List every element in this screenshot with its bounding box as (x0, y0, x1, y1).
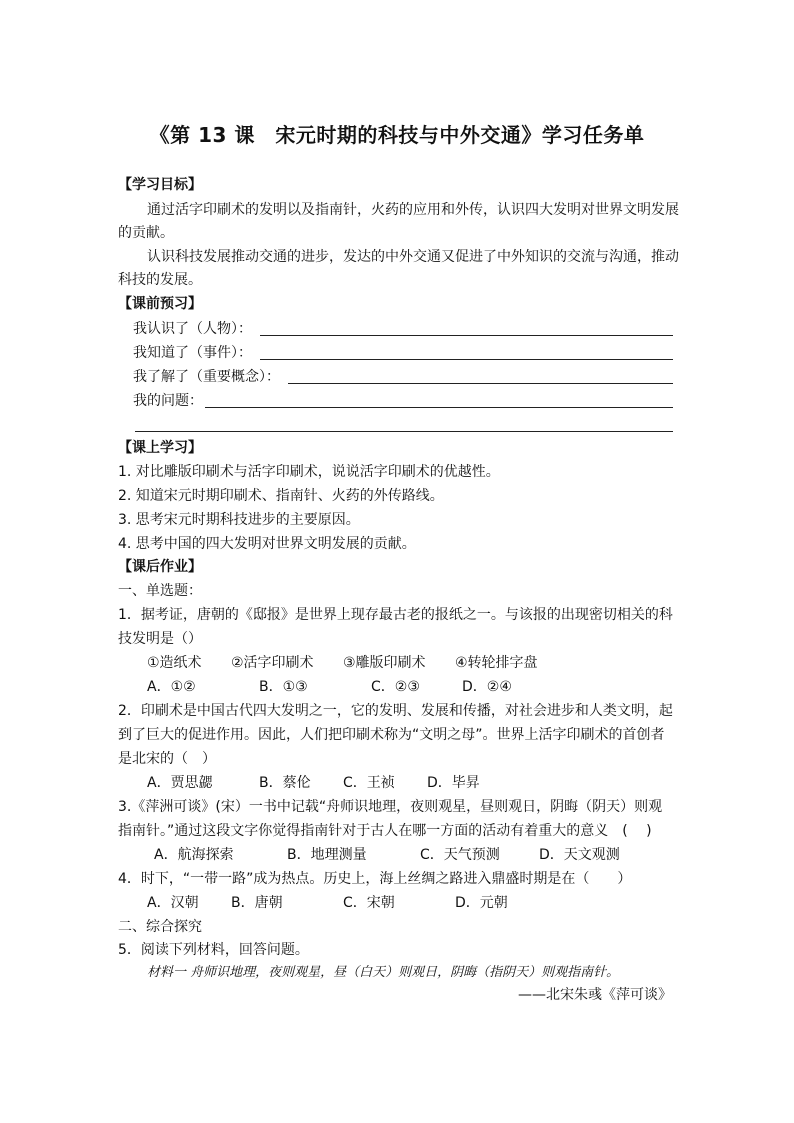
goal-paragraph-2-line-1: 认识科技发展推动交通的进步，发达的中外交通又促进了中外知识的交流与沟通，推动 (147, 249, 679, 265)
question-2-line-3: 是北宋的（ ） (118, 751, 216, 767)
question-2-option-b[interactable]: B．蔡伦 (259, 775, 311, 791)
goal-paragraph-1-line-2: 的贡献。 (118, 225, 174, 241)
question-3-line-1: 3.《萍洲可谈》(宋）一书中记载“舟师识地理，夜则观星，昼则观日，阴晦（阴天）则观 (118, 799, 663, 815)
preview-concepts-label: 我了解了（重要概念）： (133, 369, 280, 385)
question-3-option-b[interactable]: B．地理测量 (287, 847, 367, 863)
question-3-option-c[interactable]: C．天气预测 (420, 847, 500, 863)
preview-questions-label: 我的问题： (133, 393, 203, 409)
question-2-line-1: 2．印刷术是中国古代四大发明之一，它的发明、发展和传播，对社会进步和人类文明，起 (118, 703, 673, 719)
question-1-item: ①造纸术 (147, 655, 202, 671)
homework-part-1-title: 一、单选题： (118, 583, 202, 599)
question-4-option-c[interactable]: C．宋朝 (343, 895, 395, 911)
question-2-line-2: 到了巨大的促进作用。因此，人们把印刷术称为“文明之母”。世界上活字印刷术的首创者 (118, 727, 665, 743)
question-1-option-a[interactable]: A．①② (147, 679, 196, 695)
question-2-option-d[interactable]: D．毕昇 (427, 775, 480, 791)
question-3-option-a[interactable]: A．航海探索 (154, 847, 234, 863)
question-4-option-d[interactable]: D．元朝 (455, 895, 508, 911)
material-1-source: ——北宋朱彧《萍可谈》 (518, 987, 672, 1003)
inclass-item: 2. 知道宋元时期印刷术、指南针、火药的外传路线。 (118, 488, 444, 504)
section-heading-homework: 【课后作业】 (118, 559, 202, 575)
preview-concepts-blank[interactable] (288, 383, 673, 384)
goal-paragraph-1-line-1: 通过活字印刷术的发明以及指南针，火药的应用和外传，认识四大发明对世界文明发展 (147, 202, 679, 218)
question-1-item: ④转轮排字盘 (455, 655, 538, 671)
homework-part-2-title: 二、综合探究 (118, 919, 202, 935)
question-5-text: 5．阅读下列材料，回答问题。 (118, 942, 309, 958)
question-2-option-c[interactable]: C．王祯 (343, 775, 395, 791)
question-3-option-d[interactable]: D．天文观测 (539, 847, 620, 863)
question-1-line-2: 技发明是（） (118, 631, 202, 647)
preview-people-blank[interactable] (260, 335, 673, 336)
goal-paragraph-2-line-2: 科技的发展。 (118, 272, 202, 288)
question-4-option-b[interactable]: B．唐朝 (231, 895, 283, 911)
preview-questions-blank-1[interactable] (205, 407, 673, 408)
question-1-item: ②活字印刷术 (231, 655, 314, 671)
question-1-option-d[interactable]: D．②④ (462, 679, 512, 695)
question-4-option-a[interactable]: A．汉朝 (147, 895, 199, 911)
page-title: 《第 13 课 宋元时期的科技与中外交通》学习任务单 (149, 123, 645, 147)
preview-questions-blank-2[interactable] (135, 431, 673, 432)
inclass-item: 3. 思考宋元时期科技进步的主要原因。 (118, 512, 360, 528)
question-4-text: 4．时下，“一带一路”成为热点。历史上，海上丝绸之路进入鼎盛时期是在（ ） (118, 871, 632, 887)
inclass-item: 4. 思考中国的四大发明对世界文明发展的贡献。 (118, 536, 416, 552)
question-2-option-a[interactable]: A．贾思勰 (147, 775, 213, 791)
question-3-line-2: 指南针。”通过这段文字你觉得指南针对于古人在哪一方面的活动有着重大的意义 ( ) (118, 823, 652, 839)
preview-events-label: 我知道了（事件）： (133, 345, 252, 361)
section-heading-preview: 【课前预习】 (118, 296, 202, 312)
question-1-item: ③雕版印刷术 (343, 655, 426, 671)
material-1-text: 材料一 舟师识地理，夜则观星，昼（白天）则观日，阴晦（指阴天）则观指南针。 (147, 965, 620, 980)
preview-events-blank[interactable] (260, 359, 673, 360)
inclass-item: 1. 对比雕版印刷术与活字印刷术，说说活字印刷术的优越性。 (118, 464, 500, 480)
preview-people-label: 我认识了（人物）： (133, 321, 252, 337)
question-1-line-1: 1．据考证，唐朝的《邸报》是世界上现存最古老的报纸之一。与该报的出现密切相关的科 (118, 607, 673, 623)
section-heading-goals: 【学习目标】 (118, 177, 202, 193)
section-heading-inclass: 【课上学习】 (118, 440, 202, 456)
question-1-option-b[interactable]: B．①③ (259, 679, 308, 695)
question-1-option-c[interactable]: C．②③ (371, 679, 420, 695)
